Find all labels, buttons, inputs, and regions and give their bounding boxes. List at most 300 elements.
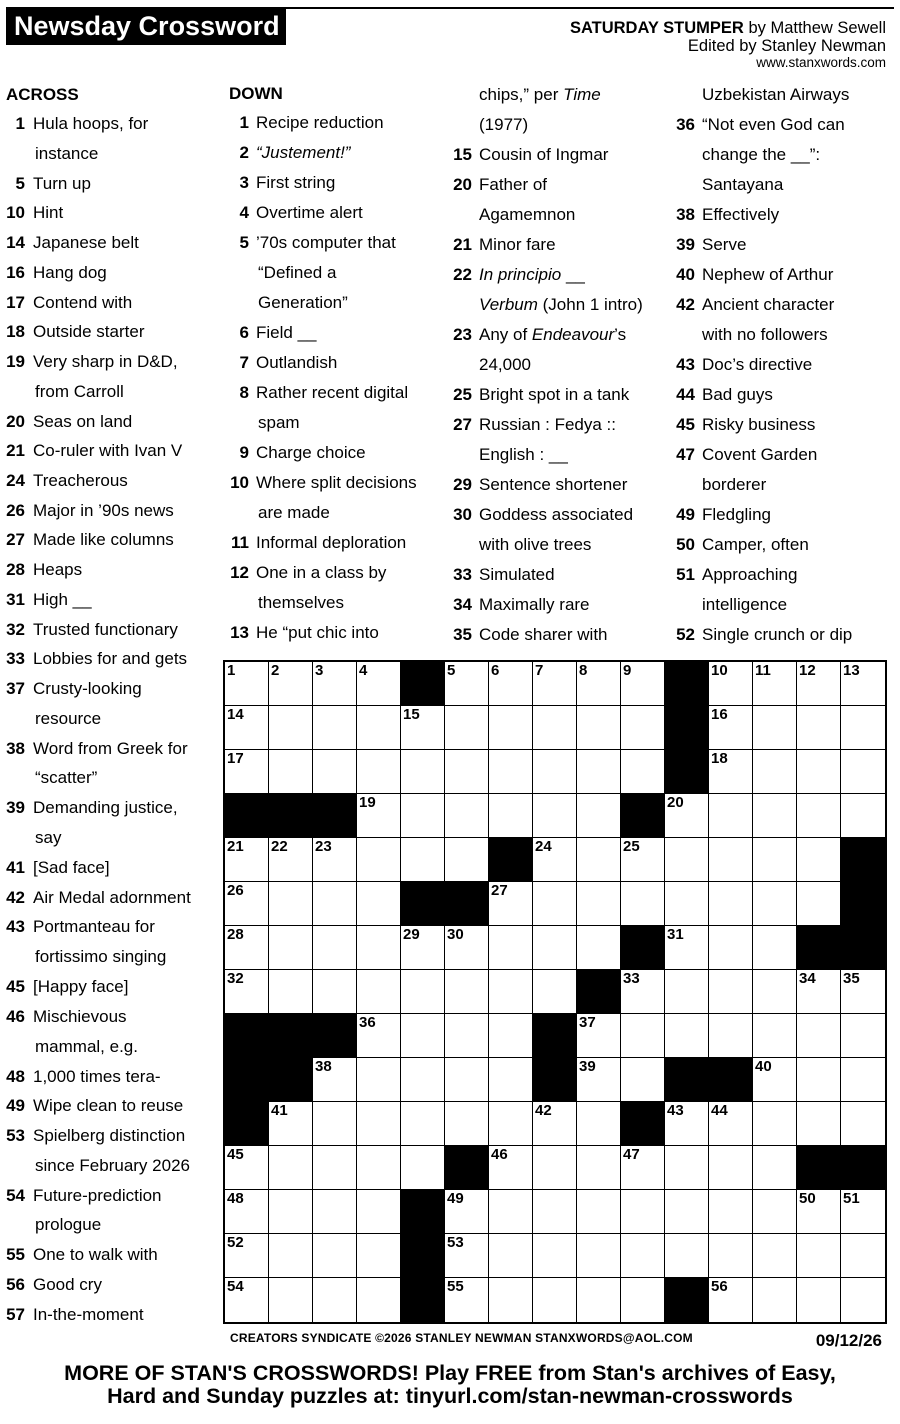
grid-cell[interactable] [797,750,841,794]
grid-cell[interactable] [313,1102,357,1146]
cell-number: 15 [403,706,420,723]
clue-text: Made like columns [33,530,174,550]
grid-cell[interactable] [577,750,621,794]
clue-text: Father of [479,175,548,194]
grid-cell[interactable] [753,1014,797,1058]
clue-text: Portmanteau for [33,917,155,937]
black-square [841,838,885,882]
grid-cell[interactable] [401,926,445,970]
clue-number: 48 [6,1066,25,1086]
grid-cell[interactable] [577,706,621,750]
grid-cell[interactable] [533,1190,577,1234]
clue-text: Good cry [33,1275,102,1295]
grid-cell[interactable] [841,1278,885,1322]
grid-cell[interactable] [841,706,885,750]
cell-number: 21 [227,838,244,855]
grid-cell[interactable] [621,1146,665,1190]
grid-cell[interactable] [753,1058,797,1102]
grid-cell[interactable] [797,838,841,882]
cell-number: 33 [623,970,640,987]
grid-cell[interactable] [269,1190,313,1234]
cell-number: 2 [271,662,280,679]
grid-cell[interactable] [753,1146,797,1190]
grid-cell[interactable] [709,1102,753,1146]
grid-cell[interactable] [665,926,709,970]
grid-cell[interactable] [269,1234,313,1278]
grid-cell[interactable] [357,1190,401,1234]
grid-cell[interactable] [709,662,753,706]
clue-column-4 [675,80,893,650]
clue-text: Major in ’90s news [33,500,174,520]
grid-cell[interactable] [577,926,621,970]
clue [452,410,664,440]
clue [6,734,216,764]
clue-text: Doc’s directive [702,355,813,374]
grid-cell[interactable] [753,882,797,926]
clue [6,198,216,228]
grid-cell[interactable] [269,706,313,750]
clue-number: 42 [676,295,695,314]
grid-cell[interactable] [489,706,533,750]
grid-cell[interactable] [489,882,533,926]
grid-cell[interactable] [709,1190,753,1234]
grid-cell[interactable] [665,1234,709,1278]
grid-cell[interactable] [269,662,313,706]
cell-number: 24 [535,838,552,855]
grid-cell[interactable] [841,1058,885,1102]
cell-number: 50 [799,1190,816,1207]
grid-cell[interactable] [445,1102,489,1146]
grid-cell[interactable] [665,1146,709,1190]
black-square [577,970,621,1014]
grid-cell[interactable] [753,1278,797,1322]
clue-number: 36 [676,115,695,134]
clue-continuation: prologue [35,1215,102,1235]
clue-continuation: “Defined a [258,263,337,282]
clue-continuation: (1977) [479,115,529,134]
cell-number: 10 [711,662,728,679]
grid-cell[interactable] [797,882,841,926]
grid-cell[interactable] [357,1014,401,1058]
grid-cell[interactable] [269,926,313,970]
grid-cell[interactable] [577,882,621,926]
clue [229,528,441,558]
grid-cell[interactable] [533,662,577,706]
grid-cell[interactable] [841,662,885,706]
grid-cell[interactable] [313,970,357,1014]
grid-cell[interactable] [225,1278,269,1322]
grid-cell[interactable] [709,1278,753,1322]
clue-text: Word from Greek for [33,738,188,758]
grid-cell[interactable] [665,1102,709,1146]
clue-continuation: mammal, e.g. [35,1036,138,1056]
grid-cell[interactable] [489,1058,533,1102]
grid-cell[interactable] [621,706,665,750]
grid-cell[interactable] [489,750,533,794]
grid-cell[interactable] [401,750,445,794]
grid-cell[interactable] [841,1014,885,1058]
grid-cell[interactable] [313,1278,357,1322]
grid-cell[interactable] [225,1146,269,1190]
clue-text: [Sad face] [33,858,110,878]
clue [229,618,441,648]
clue-number: 39 [676,235,695,254]
grid-cell[interactable] [225,706,269,750]
grid-cell[interactable] [665,970,709,1014]
clue-text: Rather recent digital [256,383,409,402]
clue-text: Treacherous [33,471,128,491]
clue-number: 7 [239,353,249,372]
cell-number: 52 [227,1234,244,1251]
grid-cell[interactable] [621,970,665,1014]
clue-continuation: with no followers [702,325,828,344]
grid-cell[interactable] [357,882,401,926]
clue-number: 1 [15,114,25,133]
clue-text: In-the-moment [33,1304,144,1324]
grid-cell[interactable] [313,1234,357,1278]
clue-text: Maximally rare [479,595,590,614]
grid-cell[interactable] [533,1146,577,1190]
grid-cell[interactable] [841,1102,885,1146]
grid-cell[interactable] [709,926,753,970]
clue-text: Mischievous [33,1006,127,1026]
clue [675,530,893,560]
grid-cell[interactable] [577,1102,621,1146]
clue-text: One to walk with [33,1245,158,1265]
grid-cell[interactable] [401,1146,445,1190]
clue [6,525,216,555]
grid-cell[interactable] [753,1234,797,1278]
clue [452,380,664,410]
grid-cell[interactable] [753,794,797,838]
grid-cell[interactable] [225,1234,269,1278]
grid-cell[interactable] [313,838,357,882]
clue [6,496,216,526]
grid-cell[interactable] [621,1014,665,1058]
cell-number: 22 [271,838,288,855]
grid-cell[interactable] [269,838,313,882]
cell-number: 3 [315,662,324,679]
clue-number: 26 [6,500,25,520]
grid-cell[interactable] [753,1190,797,1234]
grid-cell[interactable] [357,1146,401,1190]
cell-number: 44 [711,1102,728,1119]
clue-text: Hang dog [33,262,107,282]
grid-cell[interactable] [357,838,401,882]
cell-number: 13 [843,662,860,679]
grid-cell[interactable] [357,750,401,794]
grid-cell[interactable] [225,838,269,882]
cell-number: 23 [315,838,332,855]
grid-cell[interactable] [533,1102,577,1146]
cell-number: 12 [799,662,816,679]
grid-cell[interactable] [445,794,489,838]
grid-cell[interactable] [621,1234,665,1278]
grid-cell[interactable] [841,1190,885,1234]
grid-cell[interactable] [489,1014,533,1058]
grid-cell[interactable] [621,750,665,794]
grid-cell[interactable] [533,1234,577,1278]
clue [6,1240,216,1270]
black-square [841,882,885,926]
grid-cell[interactable] [753,1102,797,1146]
cell-number: 40 [755,1058,772,1075]
grid-cell[interactable] [797,662,841,706]
grid-cell[interactable] [401,1014,445,1058]
grid-cell[interactable] [269,1146,313,1190]
grid-cell[interactable] [313,1146,357,1190]
clue-number: 49 [676,505,695,524]
clue-text: 1,000 times tera- [33,1066,161,1086]
grid-cell[interactable] [665,794,709,838]
grid-cell[interactable] [577,1058,621,1102]
grid-cell[interactable] [665,1190,709,1234]
grid-cell[interactable] [445,706,489,750]
grid-cell[interactable] [489,1102,533,1146]
cell-number: 14 [227,706,244,723]
black-square [665,1058,709,1102]
grid-cell[interactable] [753,970,797,1014]
grid-cell[interactable] [401,1102,445,1146]
clue-text: Simulated [479,565,555,584]
grid-cell[interactable] [753,750,797,794]
grid-cell[interactable] [841,750,885,794]
grid-cell[interactable] [665,838,709,882]
clue-continuation: with olive trees [479,535,592,554]
clue [6,109,216,139]
clue-continuation: “scatter” [35,768,98,788]
clue [6,972,216,1002]
clue-continuation: say [35,828,62,848]
grid-cell[interactable] [401,794,445,838]
grid-cell[interactable] [577,794,621,838]
clue-number: 17 [6,292,25,312]
grid-cell[interactable] [709,1234,753,1278]
grid-cell[interactable] [357,926,401,970]
grid-cell[interactable] [269,1102,313,1146]
grid-cell[interactable] [401,706,445,750]
grid-cell[interactable] [269,750,313,794]
section-heading: ACROSS [6,85,79,104]
clue-text: Risky business [702,415,816,434]
grid-cell[interactable] [753,926,797,970]
grid-cell[interactable] [225,970,269,1014]
grid-cell[interactable] [841,1234,885,1278]
grid-cell[interactable] [269,1278,313,1322]
clue-number: 20 [453,175,472,194]
clue-number: 35 [453,625,472,644]
grid-cell[interactable] [577,838,621,882]
grid-cell[interactable] [489,794,533,838]
cell-number: 43 [667,1102,684,1119]
clue-number: 21 [6,441,25,461]
grid-cell[interactable] [709,882,753,926]
grid-cell[interactable] [445,1014,489,1058]
clue-number: 47 [676,445,695,464]
clue-number: 39 [6,798,25,818]
grid-cell[interactable] [753,706,797,750]
grid-cell[interactable] [445,750,489,794]
grid-cell[interactable] [533,750,577,794]
grid-cell[interactable] [753,662,797,706]
clue [675,380,893,410]
clue [452,500,664,530]
grid-cell[interactable] [445,1234,489,1278]
grid-cell[interactable] [797,706,841,750]
grid-cell[interactable] [489,970,533,1014]
grid-cell[interactable] [621,662,665,706]
black-square [401,1234,445,1278]
clue [452,620,664,650]
grid-cell[interactable] [709,794,753,838]
grid-cell[interactable] [225,882,269,926]
clue-text: Seas on land [33,411,133,431]
grid-cell[interactable] [709,1146,753,1190]
grid-cell[interactable] [621,1278,665,1322]
clue-number: 2 [239,143,249,162]
clue-column-2 [229,80,441,648]
clue-continuation: Uzbekistan Airways [702,85,850,104]
grid-cell[interactable] [225,926,269,970]
grid-cell[interactable] [533,970,577,1014]
grid-cell[interactable] [313,750,357,794]
grid-cell[interactable] [445,838,489,882]
grid-cell[interactable] [313,1190,357,1234]
grid-cell[interactable] [577,1146,621,1190]
grid-cell[interactable] [269,882,313,926]
black-square [401,1190,445,1234]
grid-cell[interactable] [401,970,445,1014]
clue-text: Nephew of Arthur [702,265,834,284]
grid-cell[interactable] [401,838,445,882]
grid-cell[interactable] [753,838,797,882]
grid-cell[interactable] [797,970,841,1014]
grid-cell[interactable] [313,926,357,970]
grid-cell[interactable] [841,794,885,838]
grid-cell[interactable] [357,1234,401,1278]
grid-cell[interactable] [577,1014,621,1058]
clue-number: 53 [6,1125,25,1145]
grid-cell[interactable] [577,1190,621,1234]
grid-cell[interactable] [489,1190,533,1234]
clue [675,200,893,230]
clue [452,260,664,290]
grid-cell[interactable] [445,1058,489,1102]
grid-cell[interactable] [621,1058,665,1102]
grid-cell[interactable] [489,926,533,970]
grid-cell[interactable] [489,1146,533,1190]
clue-continuation: Agamemnon [479,205,576,224]
clue-text: Serve [702,235,747,254]
grid-cell[interactable] [489,662,533,706]
grid-cell[interactable] [533,706,577,750]
grid-cell[interactable] [445,926,489,970]
grid-cell[interactable] [357,1102,401,1146]
grid-cell[interactable] [709,750,753,794]
grid-cell[interactable] [533,794,577,838]
grid-cell[interactable] [665,1014,709,1058]
grid-cell[interactable] [357,662,401,706]
grid-cell[interactable] [313,882,357,926]
grid-cell[interactable] [665,882,709,926]
clue [6,883,216,913]
grid-cell[interactable] [709,1014,753,1058]
cell-number: 26 [227,882,244,899]
clue-text: Sentence shortener [479,475,628,494]
grid-cell[interactable] [709,838,753,882]
black-square [665,1278,709,1322]
grid-cell[interactable] [577,662,621,706]
grid-cell[interactable] [357,794,401,838]
grid-cell[interactable] [489,1234,533,1278]
grid-cell[interactable] [577,1234,621,1278]
grid-cell[interactable] [313,1058,357,1102]
clue-text: Ancient character [702,295,835,314]
grid-cell[interactable] [841,970,885,1014]
grid-cell[interactable] [797,1102,841,1146]
clue-number: 44 [676,385,695,404]
grid-cell[interactable] [489,1278,533,1322]
grid-cell[interactable] [709,706,753,750]
grid-cell[interactable] [797,1014,841,1058]
grid-cell[interactable] [621,838,665,882]
cell-number: 46 [491,1146,508,1163]
grid-cell[interactable] [225,1190,269,1234]
grid-cell[interactable] [313,662,357,706]
cell-number: 9 [623,662,632,679]
clue [6,407,216,437]
grid-cell[interactable] [445,970,489,1014]
grid-cell[interactable] [357,706,401,750]
clue [6,853,216,883]
puzzle-date: 09/12/26 [815,1331,882,1350]
grid-cell[interactable] [313,706,357,750]
clue [675,230,893,260]
clue-text: Spielberg distinction [33,1125,186,1145]
clue-column-1 [6,81,216,1330]
grid-cell[interactable] [797,1234,841,1278]
clue-continuation: Verbum (John 1 intro) [479,295,643,314]
grid-cell[interactable] [357,970,401,1014]
clue-number: 5 [15,173,25,193]
clue-number: 45 [6,977,25,997]
grid-cell[interactable] [621,882,665,926]
grid-cell[interactable] [225,750,269,794]
clue [6,555,216,585]
grid-cell[interactable] [533,882,577,926]
grid-cell[interactable] [797,1278,841,1322]
grid-cell[interactable] [269,970,313,1014]
grid-cell[interactable] [401,1058,445,1102]
grid-cell[interactable] [357,1058,401,1102]
grid-cell[interactable] [797,1190,841,1234]
cell-number: 34 [799,970,816,987]
grid-cell[interactable] [445,1278,489,1322]
grid-cell[interactable] [709,970,753,1014]
grid-cell[interactable] [797,1058,841,1102]
grid-cell[interactable] [533,926,577,970]
grid-cell[interactable] [445,1190,489,1234]
grid-cell[interactable] [533,838,577,882]
grid-cell[interactable] [225,662,269,706]
clue-number: 10 [6,203,25,223]
grid-cell[interactable] [533,1278,577,1322]
grid-cell[interactable] [797,794,841,838]
grid-cell[interactable] [357,1278,401,1322]
grid-cell[interactable] [577,1278,621,1322]
grid-cell[interactable] [445,662,489,706]
grid-cell[interactable] [621,1190,665,1234]
